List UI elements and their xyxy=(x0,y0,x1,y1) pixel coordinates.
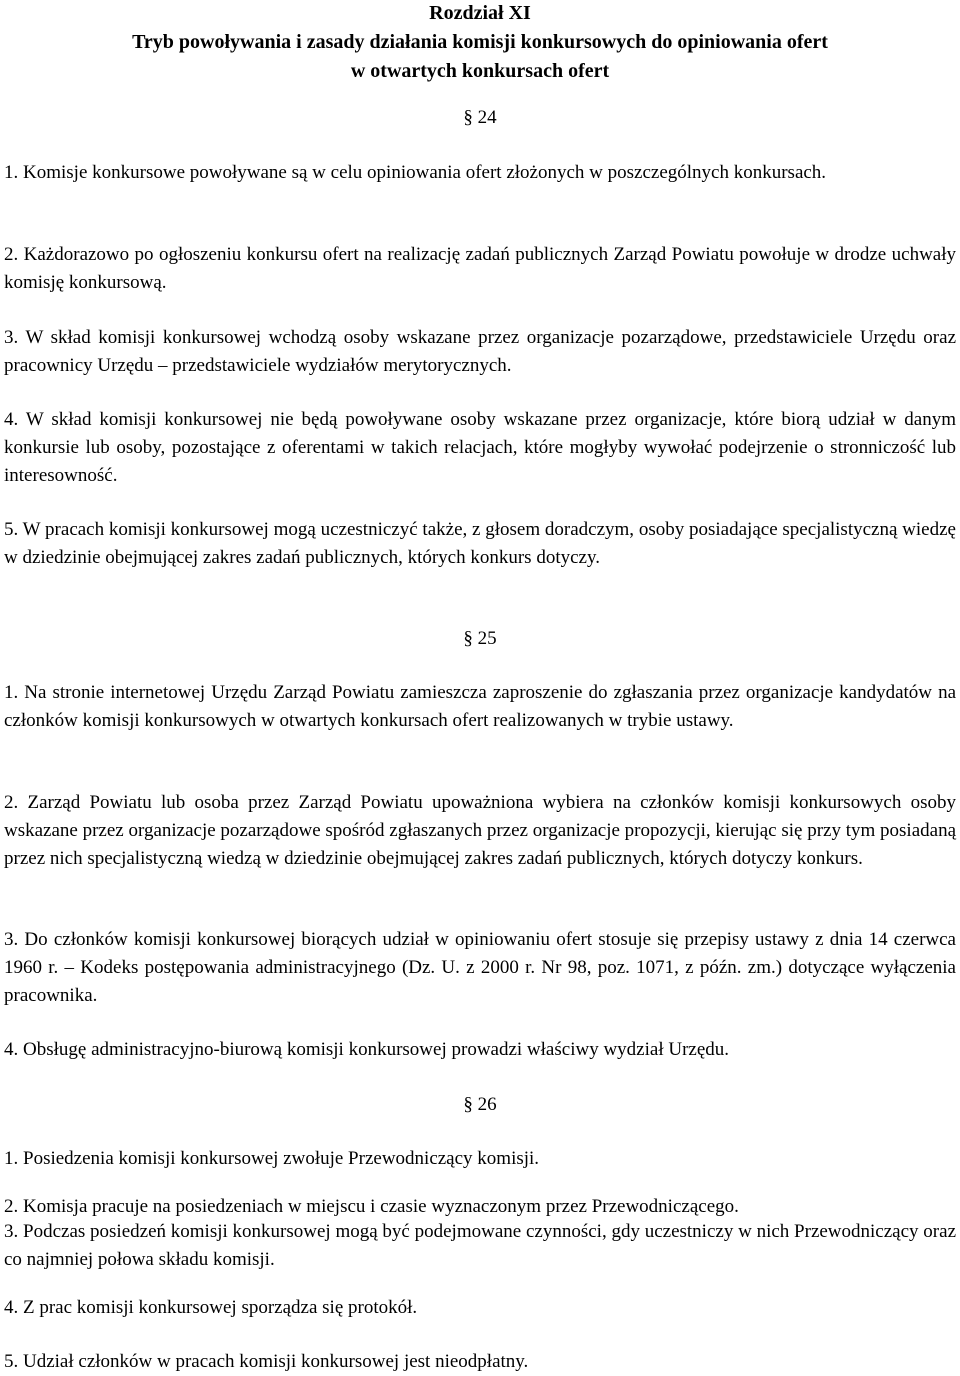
section-24-paragraph-5: 5. W pracach komisji konkursowej mogą uczestniczyć także, z głosem doradczym, osoby posiadające specjalistyczną wiedzę w dziedzinie obejmującej zakres zadań publicznych, których konkurs dotyczy. xyxy=(4,519,956,568)
section-number-26 xyxy=(4,1091,956,1119)
section-25-paragraph-2: 2. Zarząd Powiatu lub osoba przez Zarząd Powiatu upoważniona wybiera na członków komisji konkursowych osoby wskazane przez organizacje pozarządowe spośród zgłaszanych przez organizacje propozycji, kierując się przy tym posiadaną przez nich specjalistyczną wiedzą w dziedzinie obejmującej zakres zadań publicznych, których dotyczy konkurs. xyxy=(4,792,957,869)
section-25-paragraph-4: 4. Obsługę administracyjno-biurową komisji konkursowej prowadzi właściwy wydział Urzędu. xyxy=(4,1039,730,1060)
chapter-title-line-1: Tryb powoływania i zasady działania komisji konkursowych do opiniowania ofert xyxy=(132,31,828,53)
section-number: § 26 xyxy=(463,1094,497,1115)
section-number: § 25 xyxy=(463,628,497,649)
section-25-paragraph-1: 1. Na stronie internetowej Urzędu Zarząd Powiatu zamieszcza zaproszenie do zgłaszania przez organizacje kandydatów na członków komisji konkursowych w otwartych konkursach ofert realizowanych w trybie ustawy. xyxy=(4,682,956,731)
section-24-paragraph-3: 3. W skład komisji konkursowej wchodzą osoby wskazane przez organizacje pozarządowe, przedstawiciele Urzędu oraz pracownicy Urzędu – przedstawiciele wydziałów merytorycznych. xyxy=(4,327,956,376)
section-24-paragraph-2: 2. Każdorazowo po ogłoszeniu konkursu ofert na realizację zadań publicznych Zarząd Powiatu powołuje w drodze uchwały komisję konkursową. xyxy=(4,244,956,293)
chapter-title-line-2: w otwartych konkursach ofert xyxy=(350,60,610,82)
section-26-paragraph-4: 4. Z prac komisji konkursowej sporządza się protokół. xyxy=(4,1297,418,1318)
section-number-24 xyxy=(4,104,956,132)
chapter-number: Rozdział XI xyxy=(429,2,531,24)
chapter-heading xyxy=(4,0,956,86)
section-number-25 xyxy=(4,625,956,653)
section-26-paragraph-5: 5. Udział członków w pracach komisji konkursowej jest nieodpłatny. xyxy=(4,1351,529,1372)
section-26-paragraph-2: 2. Komisja pracuje na posiedzeniach w miejscu i czasie wyznaczonym przez Przewodniczącego. xyxy=(4,1196,739,1217)
section-26-paragraph-3: 3. Podczas posiedzeń komisji konkursowej mogą być podejmowane czynności, gdy uczestniczy w nich Przewodniczący oraz co najmniej połowa składu komisji. xyxy=(4,1221,956,1270)
section-25-paragraph-3: 3. Do członków komisji konkursowej biorących udział w opiniowaniu ofert stosuje się przepisy ustawy z dnia 14 czerwca 1960 r. – Kodeks postępowania administracyjnego (Dz. U. z 2000 r. Nr 98, poz. 1071, z późn. zm.) dotyczące wyłączenia pracownika. xyxy=(4,929,956,1006)
section-number: § 24 xyxy=(463,107,497,128)
section-24-paragraph-4: 4. W skład komisji konkursowej nie będą powoływane osoby wskazane przez organizacje, które biorą udział w danym konkursie lub osoby, pozostające z oferentami w takich relacjach, które mogłyby wywołać podejrzenie o stronniczość lub interesowność. xyxy=(4,409,956,486)
section-24-paragraph-1: 1. Komisje konkursowe powoływane są w celu opiniowania ofert złożonych w poszczególnych konkursach. xyxy=(4,162,827,183)
section-26-paragraph-1: 1. Posiedzenia komisji konkursowej zwołuje Przewodniczący komisji. xyxy=(4,1148,540,1169)
